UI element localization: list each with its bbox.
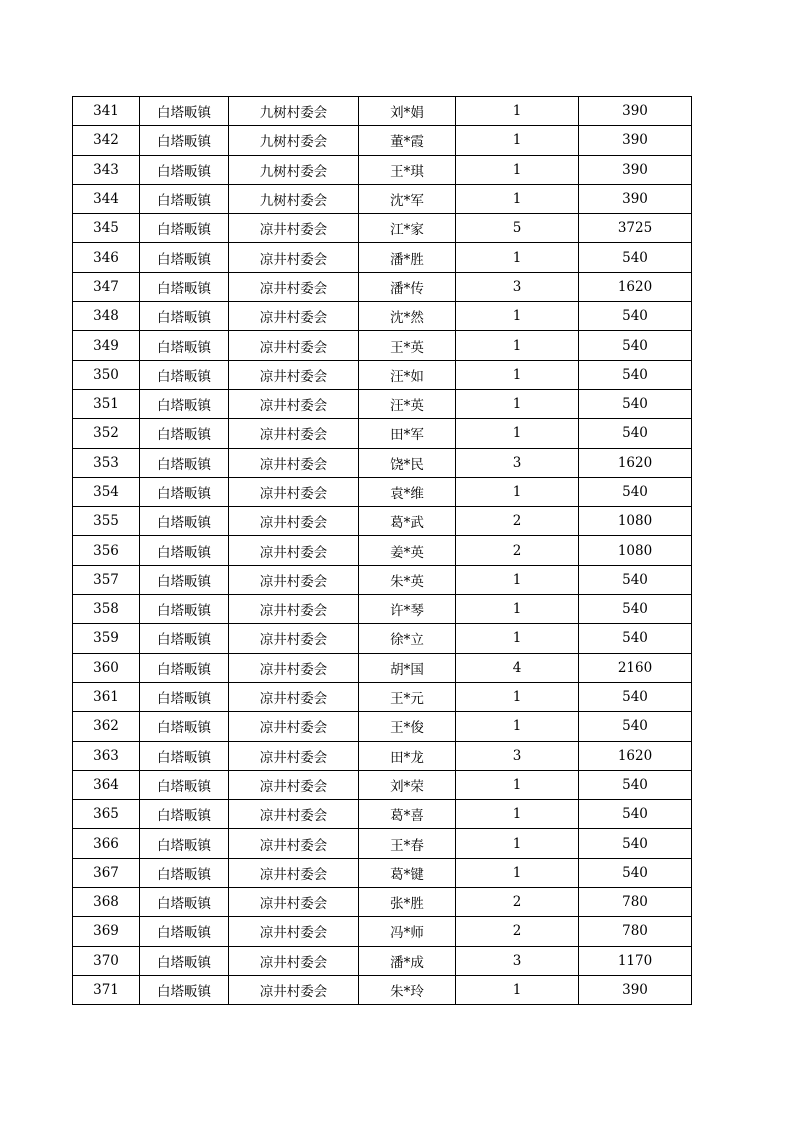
village-committee-cell: 凉井村委会 [229, 741, 359, 770]
count-cell: 2 [456, 507, 579, 536]
count-cell: 1 [456, 360, 579, 389]
village-committee-cell: 凉井村委会 [229, 507, 359, 536]
town-cell: 白塔畈镇 [140, 214, 229, 243]
town-cell: 白塔畈镇 [140, 389, 229, 418]
row-number-cell: 347 [73, 272, 140, 301]
table-row [73, 97, 692, 126]
name-cell: 王*英 [359, 331, 456, 360]
village-committee-cell: 九树村委会 [229, 126, 359, 155]
town-cell: 白塔畈镇 [140, 448, 229, 477]
count-cell: 5 [456, 214, 579, 243]
count-cell: 1 [456, 389, 579, 418]
table-row [73, 536, 692, 565]
count-cell: 1 [456, 858, 579, 887]
table-row [73, 682, 692, 711]
amount-cell: 390 [579, 126, 692, 155]
row-number-cell: 354 [73, 477, 140, 506]
village-committee-cell: 凉井村委会 [229, 712, 359, 741]
count-cell: 2 [456, 888, 579, 917]
table-row [73, 184, 692, 213]
name-cell: 葛*键 [359, 858, 456, 887]
name-cell: 冯*师 [359, 917, 456, 946]
town-cell: 白塔畈镇 [140, 653, 229, 682]
village-committee-cell: 凉井村委会 [229, 624, 359, 653]
amount-cell: 540 [579, 858, 692, 887]
name-cell: 刘*荣 [359, 770, 456, 799]
row-number-cell: 367 [73, 858, 140, 887]
amount-cell: 3725 [579, 214, 692, 243]
row-number-cell: 362 [73, 712, 140, 741]
count-cell: 1 [456, 800, 579, 829]
table-row [73, 888, 692, 917]
town-cell: 白塔畈镇 [140, 946, 229, 975]
data-table [72, 96, 692, 1005]
town-cell: 白塔畈镇 [140, 184, 229, 213]
count-cell: 3 [456, 946, 579, 975]
village-committee-cell: 凉井村委会 [229, 243, 359, 272]
name-cell: 袁*维 [359, 477, 456, 506]
village-committee-cell: 凉井村委会 [229, 331, 359, 360]
row-number-cell: 345 [73, 214, 140, 243]
town-cell: 白塔畈镇 [140, 770, 229, 799]
row-number-cell: 355 [73, 507, 140, 536]
village-committee-cell: 九树村委会 [229, 97, 359, 126]
amount-cell: 540 [579, 243, 692, 272]
town-cell: 白塔畈镇 [140, 917, 229, 946]
town-cell: 白塔畈镇 [140, 800, 229, 829]
count-cell: 4 [456, 653, 579, 682]
town-cell: 白塔畈镇 [140, 507, 229, 536]
village-committee-cell: 凉井村委会 [229, 448, 359, 477]
name-cell: 田*军 [359, 419, 456, 448]
row-number-cell: 365 [73, 800, 140, 829]
name-cell: 朱*玲 [359, 975, 456, 1004]
amount-cell: 1620 [579, 272, 692, 301]
count-cell: 1 [456, 243, 579, 272]
town-cell: 白塔畈镇 [140, 682, 229, 711]
row-number-cell: 353 [73, 448, 140, 477]
town-cell: 白塔畈镇 [140, 624, 229, 653]
row-number-cell: 369 [73, 917, 140, 946]
village-committee-cell: 凉井村委会 [229, 975, 359, 1004]
name-cell: 朱*英 [359, 565, 456, 594]
row-number-cell: 371 [73, 975, 140, 1004]
town-cell: 白塔畈镇 [140, 712, 229, 741]
table-row [73, 243, 692, 272]
table-row [73, 595, 692, 624]
amount-cell: 390 [579, 155, 692, 184]
table-row [73, 624, 692, 653]
village-committee-cell: 凉井村委会 [229, 389, 359, 418]
amount-cell: 540 [579, 360, 692, 389]
amount-cell: 390 [579, 97, 692, 126]
town-cell: 白塔畈镇 [140, 858, 229, 887]
town-cell: 白塔畈镇 [140, 126, 229, 155]
name-cell: 董*霞 [359, 126, 456, 155]
row-number-cell: 364 [73, 770, 140, 799]
village-committee-cell: 凉井村委会 [229, 565, 359, 594]
table-row [73, 770, 692, 799]
village-committee-cell: 凉井村委会 [229, 800, 359, 829]
name-cell: 王*琪 [359, 155, 456, 184]
town-cell: 白塔畈镇 [140, 331, 229, 360]
amount-cell: 540 [579, 770, 692, 799]
table-row [73, 829, 692, 858]
amount-cell: 1620 [579, 448, 692, 477]
count-cell: 1 [456, 682, 579, 711]
count-cell: 1 [456, 419, 579, 448]
row-number-cell: 363 [73, 741, 140, 770]
count-cell: 1 [456, 829, 579, 858]
amount-cell: 540 [579, 800, 692, 829]
table-row [73, 975, 692, 1004]
town-cell: 白塔畈镇 [140, 536, 229, 565]
town-cell: 白塔畈镇 [140, 595, 229, 624]
row-number-cell: 344 [73, 184, 140, 213]
row-number-cell: 359 [73, 624, 140, 653]
count-cell: 2 [456, 536, 579, 565]
town-cell: 白塔畈镇 [140, 829, 229, 858]
count-cell: 3 [456, 272, 579, 301]
table-row [73, 272, 692, 301]
village-committee-cell: 九树村委会 [229, 184, 359, 213]
name-cell: 沈*然 [359, 302, 456, 331]
amount-cell: 540 [579, 389, 692, 418]
table-row [73, 302, 692, 331]
row-number-cell: 368 [73, 888, 140, 917]
name-cell: 刘*娟 [359, 97, 456, 126]
amount-cell: 1080 [579, 507, 692, 536]
village-committee-cell: 凉井村委会 [229, 595, 359, 624]
name-cell: 胡*国 [359, 653, 456, 682]
name-cell: 王*俊 [359, 712, 456, 741]
table-row [73, 653, 692, 682]
name-cell: 徐*立 [359, 624, 456, 653]
row-number-cell: 346 [73, 243, 140, 272]
name-cell: 潘*胜 [359, 243, 456, 272]
name-cell: 汪*英 [359, 389, 456, 418]
name-cell: 王*元 [359, 682, 456, 711]
town-cell: 白塔畈镇 [140, 477, 229, 506]
count-cell: 1 [456, 477, 579, 506]
table-row [73, 800, 692, 829]
row-number-cell: 360 [73, 653, 140, 682]
village-committee-cell: 凉井村委会 [229, 419, 359, 448]
amount-cell: 540 [579, 624, 692, 653]
name-cell: 汪*如 [359, 360, 456, 389]
town-cell: 白塔畈镇 [140, 155, 229, 184]
row-number-cell: 361 [73, 682, 140, 711]
row-number-cell: 356 [73, 536, 140, 565]
count-cell: 1 [456, 975, 579, 1004]
village-committee-cell: 凉井村委会 [229, 858, 359, 887]
count-cell: 1 [456, 624, 579, 653]
amount-cell: 780 [579, 888, 692, 917]
row-number-cell: 352 [73, 419, 140, 448]
amount-cell: 540 [579, 829, 692, 858]
row-number-cell: 342 [73, 126, 140, 155]
town-cell: 白塔畈镇 [140, 272, 229, 301]
amount-cell: 540 [579, 331, 692, 360]
town-cell: 白塔畈镇 [140, 360, 229, 389]
name-cell: 潘*成 [359, 946, 456, 975]
name-cell: 江*家 [359, 214, 456, 243]
table-row [73, 477, 692, 506]
count-cell: 1 [456, 155, 579, 184]
count-cell: 1 [456, 712, 579, 741]
count-cell: 1 [456, 302, 579, 331]
count-cell: 1 [456, 595, 579, 624]
amount-cell: 1170 [579, 946, 692, 975]
table-row [73, 331, 692, 360]
table-row [73, 712, 692, 741]
table-row [73, 448, 692, 477]
table-row [73, 155, 692, 184]
amount-cell: 540 [579, 477, 692, 506]
name-cell: 张*胜 [359, 888, 456, 917]
count-cell: 1 [456, 97, 579, 126]
name-cell: 葛*武 [359, 507, 456, 536]
row-number-cell: 351 [73, 389, 140, 418]
village-committee-cell: 凉井村委会 [229, 917, 359, 946]
table-row [73, 917, 692, 946]
count-cell: 3 [456, 741, 579, 770]
amount-cell: 540 [579, 302, 692, 331]
town-cell: 白塔畈镇 [140, 565, 229, 594]
village-committee-cell: 凉井村委会 [229, 272, 359, 301]
village-committee-cell: 凉井村委会 [229, 682, 359, 711]
village-committee-cell: 九树村委会 [229, 155, 359, 184]
table-row [73, 565, 692, 594]
town-cell: 白塔畈镇 [140, 302, 229, 331]
count-cell: 1 [456, 770, 579, 799]
row-number-cell: 357 [73, 565, 140, 594]
name-cell: 饶*民 [359, 448, 456, 477]
amount-cell: 390 [579, 184, 692, 213]
village-committee-cell: 凉井村委会 [229, 302, 359, 331]
town-cell: 白塔畈镇 [140, 419, 229, 448]
table-row [73, 741, 692, 770]
town-cell: 白塔畈镇 [140, 243, 229, 272]
count-cell: 3 [456, 448, 579, 477]
village-committee-cell: 凉井村委会 [229, 653, 359, 682]
village-committee-cell: 凉井村委会 [229, 946, 359, 975]
row-number-cell: 348 [73, 302, 140, 331]
count-cell: 2 [456, 917, 579, 946]
count-cell: 1 [456, 565, 579, 594]
amount-cell: 540 [579, 682, 692, 711]
amount-cell: 540 [579, 419, 692, 448]
table-row [73, 858, 692, 887]
name-cell: 田*龙 [359, 741, 456, 770]
row-number-cell: 358 [73, 595, 140, 624]
amount-cell: 390 [579, 975, 692, 1004]
count-cell: 1 [456, 184, 579, 213]
town-cell: 白塔畈镇 [140, 741, 229, 770]
table-row [73, 126, 692, 155]
table-row [73, 419, 692, 448]
name-cell: 沈*军 [359, 184, 456, 213]
name-cell: 姜*英 [359, 536, 456, 565]
amount-cell: 2160 [579, 653, 692, 682]
village-committee-cell: 凉井村委会 [229, 829, 359, 858]
table-body [73, 97, 692, 1005]
amount-cell: 540 [579, 712, 692, 741]
count-cell: 1 [456, 331, 579, 360]
name-cell: 许*琴 [359, 595, 456, 624]
village-committee-cell: 凉井村委会 [229, 214, 359, 243]
table-row [73, 214, 692, 243]
amount-cell: 780 [579, 917, 692, 946]
amount-cell: 540 [579, 565, 692, 594]
table-row [73, 389, 692, 418]
village-committee-cell: 凉井村委会 [229, 770, 359, 799]
amount-cell: 540 [579, 595, 692, 624]
village-committee-cell: 凉井村委会 [229, 536, 359, 565]
amount-cell: 1080 [579, 536, 692, 565]
name-cell: 潘*传 [359, 272, 456, 301]
village-committee-cell: 凉井村委会 [229, 888, 359, 917]
row-number-cell: 366 [73, 829, 140, 858]
row-number-cell: 370 [73, 946, 140, 975]
town-cell: 白塔畈镇 [140, 97, 229, 126]
name-cell: 王*春 [359, 829, 456, 858]
village-committee-cell: 凉井村委会 [229, 360, 359, 389]
row-number-cell: 349 [73, 331, 140, 360]
count-cell: 1 [456, 126, 579, 155]
table-row [73, 507, 692, 536]
town-cell: 白塔畈镇 [140, 888, 229, 917]
row-number-cell: 341 [73, 97, 140, 126]
name-cell: 葛*喜 [359, 800, 456, 829]
table-row [73, 946, 692, 975]
row-number-cell: 350 [73, 360, 140, 389]
village-committee-cell: 凉井村委会 [229, 477, 359, 506]
amount-cell: 1620 [579, 741, 692, 770]
table-row [73, 360, 692, 389]
row-number-cell: 343 [73, 155, 140, 184]
town-cell: 白塔畈镇 [140, 975, 229, 1004]
